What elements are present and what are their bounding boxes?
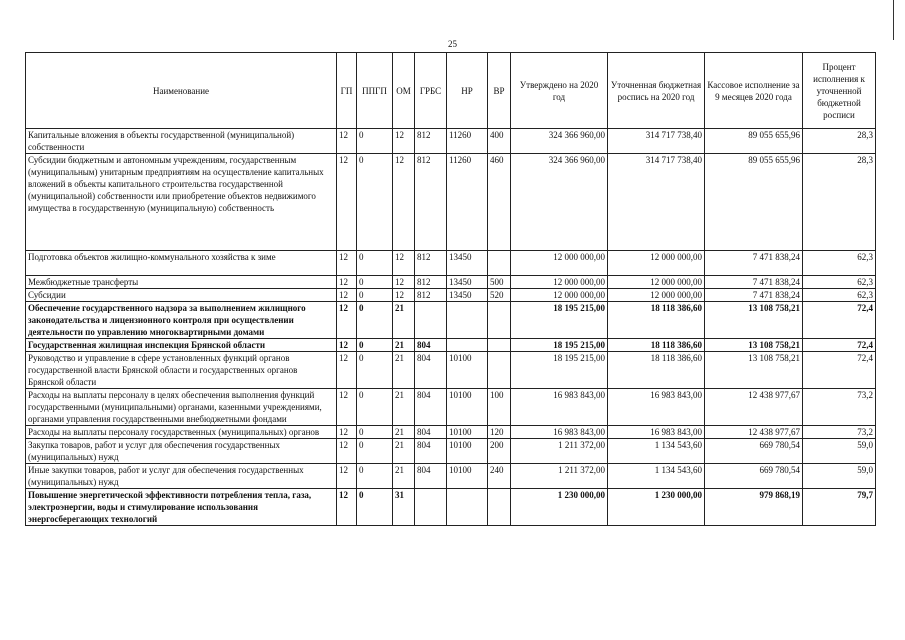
row-ppgp: 0 xyxy=(357,389,393,426)
row-percent: 59,0 xyxy=(803,439,876,464)
row-approved: 18 195 215,00 xyxy=(511,339,608,352)
row-cash: 669 780,54 xyxy=(705,439,803,464)
row-np xyxy=(447,339,488,352)
row-np: 10100 xyxy=(447,464,488,489)
row-om: 12 xyxy=(393,154,415,251)
row-percent: 73,2 xyxy=(803,426,876,439)
row-grbs: 812 xyxy=(415,154,447,251)
row-approved: 18 195 215,00 xyxy=(511,352,608,389)
row-grbs: 804 xyxy=(415,352,447,389)
row-gp: 12 xyxy=(337,426,357,439)
row-grbs xyxy=(415,489,447,526)
row-cash: 7 471 838,24 xyxy=(705,251,803,276)
row-np: 11260 xyxy=(447,129,488,154)
header-cash: Кассовое исполнение за 9 месяцев 2020 года xyxy=(705,53,803,129)
table-row xyxy=(26,289,876,302)
row-ppgp: 0 xyxy=(357,489,393,526)
row-percent: 72,4 xyxy=(803,339,876,352)
row-approved: 12 000 000,00 xyxy=(511,276,608,289)
row-np xyxy=(447,489,488,526)
header-approved: Утверждено на 2020 год xyxy=(511,53,608,129)
row-grbs: 804 xyxy=(415,389,447,426)
row-grbs xyxy=(415,302,447,339)
header-np: НР xyxy=(447,53,488,129)
row-gp: 12 xyxy=(337,302,357,339)
row-approved: 1 230 000,00 xyxy=(511,489,608,526)
row-cash: 12 438 977,67 xyxy=(705,426,803,439)
row-refined: 1 230 000,00 xyxy=(608,489,705,526)
row-cash: 979 868,19 xyxy=(705,489,803,526)
row-np: 13450 xyxy=(447,289,488,302)
row-ppgp: 0 xyxy=(357,289,393,302)
row-om: 12 xyxy=(393,251,415,276)
row-vr: 460 xyxy=(488,154,511,251)
row-refined: 1 134 543,60 xyxy=(608,464,705,489)
row-gp: 12 xyxy=(337,339,357,352)
row-om: 12 xyxy=(393,276,415,289)
row-vr: 400 xyxy=(488,129,511,154)
row-percent: 59,0 xyxy=(803,464,876,489)
row-cash: 13 108 758,21 xyxy=(705,352,803,389)
row-percent: 72,4 xyxy=(803,302,876,339)
row-cash: 7 471 838,24 xyxy=(705,289,803,302)
row-vr xyxy=(488,302,511,339)
row-gp: 12 xyxy=(337,251,357,276)
row-cash: 13 108 758,21 xyxy=(705,339,803,352)
row-name: Субсидии xyxy=(26,289,337,302)
row-vr: 120 xyxy=(488,426,511,439)
row-name: Обеспечение государственного надзора за выполнением жилищного законодательства и лицензионного контроля при осуществлении деятельности по управлению многоквартирными домами xyxy=(26,302,337,339)
row-grbs: 812 xyxy=(415,251,447,276)
row-percent: 62,3 xyxy=(803,276,876,289)
table-header-row xyxy=(26,53,876,129)
row-name: Субсидии бюджетным и автономным учреждениям, государственным (муниципальным) унитарным предприятиям на осуществление капитальных вложений в объекты капитального строительства государственной (муниципальной) собственности или приобретение объектов недвижимого имущества в государственную (муниципальную) собственность xyxy=(26,154,337,251)
row-name: Государственная жилищная инспекция Брянской области xyxy=(26,339,337,352)
row-percent: 28,3 xyxy=(803,129,876,154)
row-refined: 18 118 386,60 xyxy=(608,352,705,389)
row-gp: 12 xyxy=(337,439,357,464)
row-np: 10100 xyxy=(447,352,488,389)
row-om: 21 xyxy=(393,464,415,489)
row-np xyxy=(447,302,488,339)
row-vr: 520 xyxy=(488,289,511,302)
row-vr xyxy=(488,352,511,389)
header-refined: Уточненная бюджетная роспись на 2020 год xyxy=(608,53,705,129)
header-vr: ВР xyxy=(488,53,511,129)
row-grbs: 812 xyxy=(415,129,447,154)
table-row xyxy=(26,129,876,154)
row-grbs: 804 xyxy=(415,464,447,489)
row-gp: 12 xyxy=(337,352,357,389)
row-ppgp: 0 xyxy=(357,339,393,352)
row-approved: 12 000 000,00 xyxy=(511,289,608,302)
row-ppgp: 0 xyxy=(357,129,393,154)
margin-line xyxy=(893,0,894,40)
row-vr: 100 xyxy=(488,389,511,426)
row-np: 10100 xyxy=(447,439,488,464)
row-gp: 12 xyxy=(337,276,357,289)
row-name: Повышение энергетической эффективности потребления тепла, газа, электроэнергии, воды и стимулирование использования энергосберегающих технологий xyxy=(26,489,337,526)
row-ppgp: 0 xyxy=(357,352,393,389)
header-gp: ГП xyxy=(337,53,357,129)
table-row xyxy=(26,389,876,426)
table-row xyxy=(26,154,876,251)
row-gp: 12 xyxy=(337,154,357,251)
row-ppgp: 0 xyxy=(357,154,393,251)
table-row xyxy=(26,439,876,464)
row-om: 21 xyxy=(393,302,415,339)
row-approved: 1 211 372,00 xyxy=(511,464,608,489)
row-ppgp: 0 xyxy=(357,439,393,464)
row-approved: 16 983 843,00 xyxy=(511,389,608,426)
row-refined: 18 118 386,60 xyxy=(608,302,705,339)
row-ppgp: 0 xyxy=(357,251,393,276)
row-refined: 16 983 843,00 xyxy=(608,426,705,439)
row-name: Расходы на выплаты персоналу государственных (муниципальных) органов xyxy=(26,426,337,439)
row-refined: 18 118 386,60 xyxy=(608,339,705,352)
row-om: 21 xyxy=(393,426,415,439)
row-ppgp: 0 xyxy=(357,426,393,439)
row-om: 21 xyxy=(393,339,415,352)
row-gp: 12 xyxy=(337,389,357,426)
row-percent: 28,3 xyxy=(803,154,876,251)
row-om: 21 xyxy=(393,352,415,389)
row-refined: 314 717 738,40 xyxy=(608,154,705,251)
row-percent: 62,3 xyxy=(803,289,876,302)
row-refined: 16 983 843,00 xyxy=(608,389,705,426)
row-name: Закупка товаров, работ и услуг для обеспечения государственных (муниципальных) нужд xyxy=(26,439,337,464)
row-refined: 12 000 000,00 xyxy=(608,276,705,289)
row-approved: 18 195 215,00 xyxy=(511,302,608,339)
table-row xyxy=(26,489,876,526)
row-refined: 12 000 000,00 xyxy=(608,251,705,276)
row-om: 12 xyxy=(393,129,415,154)
row-refined: 1 134 543,60 xyxy=(608,439,705,464)
row-percent: 73,2 xyxy=(803,389,876,426)
page-number: 25 xyxy=(448,39,457,49)
table-row xyxy=(26,352,876,389)
table-row xyxy=(26,339,876,352)
row-cash: 89 055 655,96 xyxy=(705,154,803,251)
row-name: Иные закупки товаров, работ и услуг для обеспечения государственных (муниципальных) нужд xyxy=(26,464,337,489)
row-approved: 16 983 843,00 xyxy=(511,426,608,439)
header-ppgp: ППГП xyxy=(357,53,393,129)
header-grbs: ГРБС xyxy=(415,53,447,129)
row-np: 13450 xyxy=(447,276,488,289)
header-om: ОМ xyxy=(393,53,415,129)
table-row xyxy=(26,251,876,276)
row-percent: 79,7 xyxy=(803,489,876,526)
row-vr: 200 xyxy=(488,439,511,464)
row-grbs: 812 xyxy=(415,289,447,302)
row-cash: 12 438 977,67 xyxy=(705,389,803,426)
row-cash: 13 108 758,21 xyxy=(705,302,803,339)
row-gp: 12 xyxy=(337,464,357,489)
row-om: 21 xyxy=(393,439,415,464)
row-name: Руководство и управление в сфере установленных функций органов государственной власти Брянской области и государственных органов Брянской области xyxy=(26,352,337,389)
row-vr xyxy=(488,251,511,276)
row-name: Подготовка объектов жилищно-коммунального хозяйства к зиме xyxy=(26,251,337,276)
row-approved: 324 366 960,00 xyxy=(511,129,608,154)
row-np: 10100 xyxy=(447,389,488,426)
row-np: 11260 xyxy=(447,154,488,251)
budget-table xyxy=(25,52,876,526)
row-grbs: 812 xyxy=(415,276,447,289)
row-gp: 12 xyxy=(337,489,357,526)
row-approved: 324 366 960,00 xyxy=(511,154,608,251)
table-row xyxy=(26,302,876,339)
row-name: Межбюджетные трансферты xyxy=(26,276,337,289)
row-percent: 72,4 xyxy=(803,352,876,389)
table-row xyxy=(26,276,876,289)
row-vr xyxy=(488,339,511,352)
row-ppgp: 0 xyxy=(357,464,393,489)
table-row xyxy=(26,426,876,439)
row-approved: 12 000 000,00 xyxy=(511,251,608,276)
table-row xyxy=(26,464,876,489)
row-refined: 314 717 738,40 xyxy=(608,129,705,154)
row-percent: 62,3 xyxy=(803,251,876,276)
row-gp: 12 xyxy=(337,129,357,154)
header-percent: Процент исполнения к уточненной бюджетной росписи xyxy=(803,53,876,129)
row-cash: 669 780,54 xyxy=(705,464,803,489)
row-om: 12 xyxy=(393,289,415,302)
row-gp: 12 xyxy=(337,289,357,302)
row-name: Капитальные вложения в объекты государственной (муниципальной) собственности xyxy=(26,129,337,154)
row-ppgp: 0 xyxy=(357,302,393,339)
row-name: Расходы на выплаты персоналу в целях обеспечения выполнения функций государственными (муниципальными) органами, казенными учреждениями, органами управления государственными внебюджетными фондами xyxy=(26,389,337,426)
header-name: Наименование xyxy=(26,53,337,129)
row-vr: 500 xyxy=(488,276,511,289)
row-grbs: 804 xyxy=(415,426,447,439)
row-cash: 7 471 838,24 xyxy=(705,276,803,289)
row-vr: 240 xyxy=(488,464,511,489)
row-np: 10100 xyxy=(447,426,488,439)
row-om: 21 xyxy=(393,389,415,426)
row-approved: 1 211 372,00 xyxy=(511,439,608,464)
row-np: 13450 xyxy=(447,251,488,276)
row-vr xyxy=(488,489,511,526)
row-ppgp: 0 xyxy=(357,276,393,289)
row-grbs: 804 xyxy=(415,339,447,352)
row-om: 31 xyxy=(393,489,415,526)
row-cash: 89 055 655,96 xyxy=(705,129,803,154)
row-refined: 12 000 000,00 xyxy=(608,289,705,302)
row-grbs: 804 xyxy=(415,439,447,464)
